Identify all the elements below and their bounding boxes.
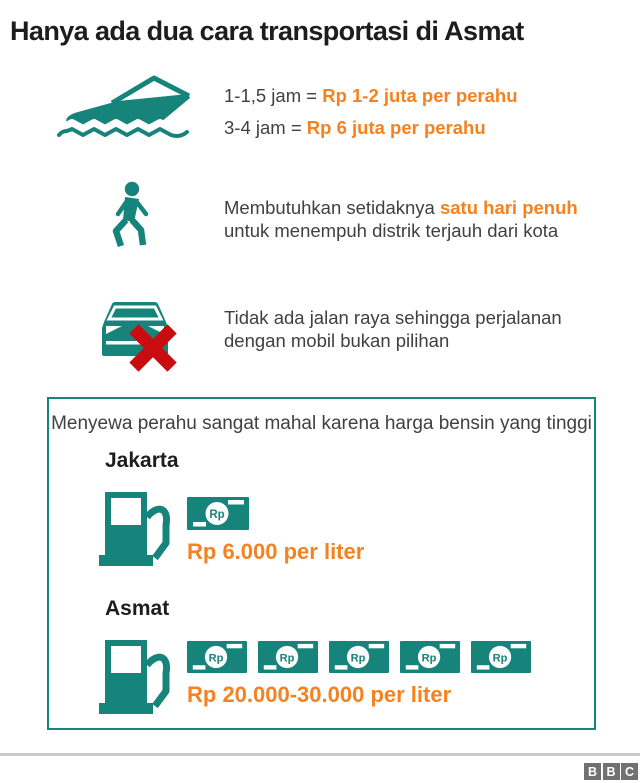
boat-line2-price: Rp 6 juta per perahu (306, 117, 486, 138)
car-crossed-out-icon (90, 298, 188, 372)
walking-description (224, 196, 606, 242)
bbc-logo-block: B (584, 763, 601, 780)
car-description: Tidak ada jalan raya sehingga perjalanan dengan mobil bukan pilihan (224, 307, 562, 351)
boat-duration-line-1 (224, 84, 518, 107)
banknote-row-jakarta (187, 497, 249, 530)
fuel-price-box (47, 397, 596, 730)
fuel-pump-icon (99, 635, 175, 717)
bbc-logo-block: B (603, 763, 620, 780)
boat-line2-label: 3-4 jam = (224, 117, 307, 138)
boat-line1-label: 1-1,5 jam = (224, 85, 323, 106)
svg-text:Rp: Rp (279, 652, 295, 665)
svg-text:Rp: Rp (350, 652, 366, 665)
boat-line1-price: Rp 1-2 juta per perahu (322, 85, 518, 106)
fuel-pump-icon (99, 487, 175, 569)
banknote-icon (400, 641, 460, 673)
walking-person-icon (106, 180, 156, 256)
fuel-box-caption: Menyewa perahu sangat mahal karena harga bensin yang tinggi (51, 413, 592, 434)
footer-divider (0, 753, 640, 756)
banknote-icon (187, 497, 249, 530)
speedboat-icon (55, 70, 195, 142)
svg-text:Rp: Rp (492, 652, 508, 665)
location-label-jakarta: Jakarta (105, 449, 179, 472)
svg-text:Rp: Rp (421, 652, 437, 665)
fuel-price-jakarta: Rp 6.000 per liter (187, 539, 365, 564)
banknote-icon (187, 641, 247, 673)
banknote-row-asmat (187, 641, 531, 673)
fuel-price-asmat: Rp 20.000-30.000 per liter (187, 682, 452, 707)
banknote-icon (258, 641, 318, 673)
bbc-logo (584, 763, 638, 780)
walk-text-highlight: satu hari penuh (439, 197, 578, 218)
svg-text:Rp: Rp (209, 509, 225, 521)
page-title: Hanya ada dua cara transportasi di Asmat (10, 16, 524, 46)
svg-text:Rp: Rp (208, 652, 224, 665)
banknote-icon (471, 641, 531, 673)
walk-text-start: Membutuhkan setidaknya (224, 197, 440, 218)
location-label-asmat: Asmat (105, 597, 170, 620)
bbc-logo-block: C (621, 763, 638, 780)
banknote-icon (329, 641, 389, 673)
boat-duration-line-2 (224, 116, 486, 139)
walk-text-end: untuk menempuh distrik terjauh dari kota (224, 220, 559, 241)
